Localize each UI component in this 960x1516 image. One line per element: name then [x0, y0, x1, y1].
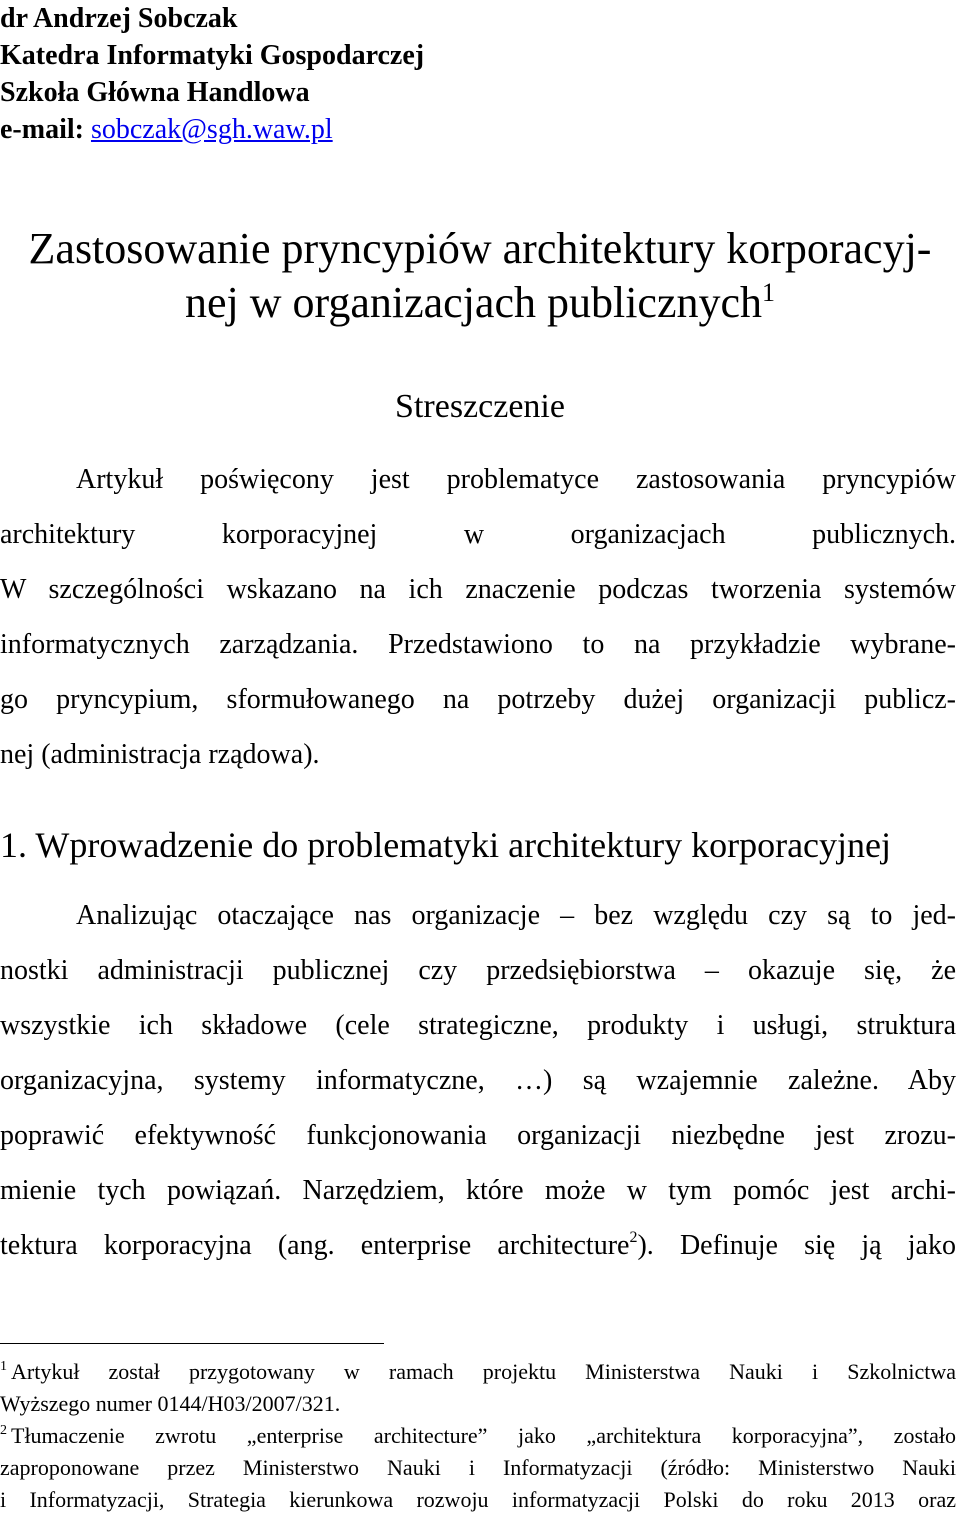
author-department: Katedra Informatyki Gospodarczej — [0, 40, 425, 71]
footnote-2 — [0, 1420, 956, 1452]
body-line-text: ). Definuje się ją jako — [637, 1230, 956, 1261]
footnotes — [0, 1356, 956, 1516]
title-line-2-text: nej w organizacjach publicznych — [184, 278, 763, 327]
abstract-line: architektury korporacyjnej w organizacjach publicznych. — [0, 519, 956, 550]
body-line: poprawić efektywność funkcjonowania organizacji niezbędne jest zrozu- — [0, 1120, 956, 1151]
footnote-2-mark: 2 — [0, 1423, 7, 1438]
abstract-line: W szczególności wskazano na ich znaczenie podczas tworzenia systemów — [0, 574, 956, 605]
footnote-text: i Informatyzacji, Strategia kierunkowa rozwoju informatyzacji Polski do roku 2013 oraz — [0, 1487, 956, 1512]
title-footnote-mark[interactable]: 1 — [762, 278, 776, 307]
body-line: nostki administracji publicznej czy przedsiębiorstwa – okazuje się, że — [0, 955, 956, 986]
email-link[interactable]: sobczak@sgh.waw.pl — [90, 114, 333, 145]
footnote-text: Tłumaczenie zwrotu „enterprise architecture” jako „architektura korporacyjna”, zostało — [11, 1423, 956, 1448]
body-line: organizacyjna, systemy informatyczne, …) są wzajemnie zależne. Aby — [0, 1065, 956, 1096]
abstract-line: Artykuł poświęcony jest problematyce zastosowania pryncypiów — [76, 464, 956, 495]
footnote-1 — [0, 1356, 956, 1388]
footnote-1-mark: 1 — [0, 1359, 7, 1374]
body-line — [0, 1218, 956, 1273]
footnote-text: zaproponowane przez Ministerstwo Nauki i Informatyzacji (źródło: Ministerstwo Nauki — [0, 1455, 956, 1480]
section-body-paragraph — [0, 888, 956, 1273]
footnote-text: Artykuł został przygotowany w ramach projektu Ministerstwa Nauki i Szkolnictwa — [11, 1359, 956, 1384]
body-footnote-mark[interactable]: 2 — [629, 1229, 638, 1246]
article-title — [0, 222, 960, 330]
abstract-line: informatycznych zarządzania. Przedstawiono to na przykładzie wybrane- — [0, 629, 956, 660]
author-school: Szkoła Główna Handlowa — [0, 77, 310, 108]
section-heading: 1. Wprowadzenie do problematyki architektury korporacyjnej — [0, 825, 892, 865]
title-line-2 — [0, 276, 960, 330]
abstract-heading: Streszczenie — [395, 388, 565, 425]
footnote-separator — [0, 1343, 384, 1344]
footnote-text: Wyższego numer 0144/H03/2007/321. — [0, 1391, 341, 1416]
author-block — [0, 0, 600, 148]
body-line: Analizując otaczające nas organizacje – bez względu czy są to jed- — [76, 900, 956, 931]
body-line: wszystkie ich składowe (cele strategiczne, produkty i usługi, struktura — [0, 1010, 956, 1041]
body-line: mienie tych powiązań. Narzędziem, które może w tym pomóc jest archi- — [0, 1175, 956, 1206]
email-label: e-mail: — [0, 114, 84, 145]
author-name: dr Andrzej Sobczak — [0, 3, 238, 34]
abstract-line: nej (administracja rządowa). — [0, 739, 320, 770]
body-line-text: tektura korporacyjna (ang. enterprise architecture — [0, 1230, 630, 1261]
author-email-line — [0, 111, 600, 148]
abstract-line: go pryncypium, sformułowanego na potrzeby dużej organizacji publicz- — [0, 684, 956, 715]
abstract-paragraph — [0, 452, 956, 782]
title-line-1: Zastosowanie pryncypiów architektury korporacyj- — [28, 224, 932, 273]
